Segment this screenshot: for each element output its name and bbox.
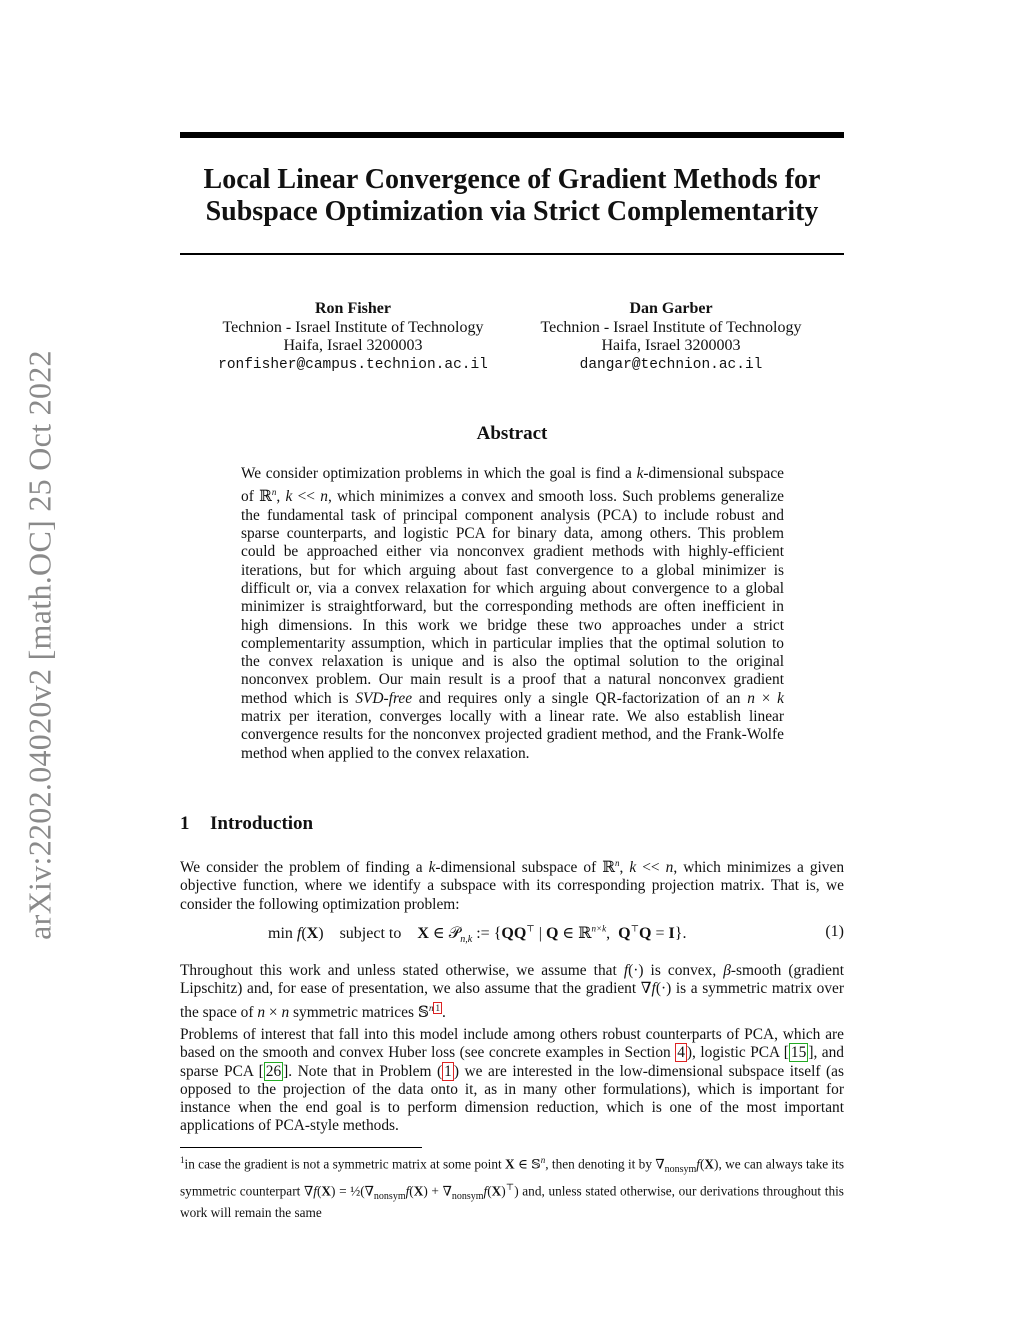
citation-link[interactable]: 15 [790, 1044, 807, 1062]
author-name: Ron Fisher [315, 300, 391, 317]
arxiv-identifier: arXiv:2202.04020v2 [math.OC] 25 Oct 2022 [21, 350, 58, 940]
abstract-body: We consider optimization problems in which the goal is find a k-dimensional subspace of ℝ$^n$, k << n, which minimizes a convex and smooth loss. Such problems generalize the fundamental task of principal component analysis (PCA) to include robust and sparse counterparts, and logistic PCA for binary data, among others. This problem could be approached either via nonconvex gradient methods with highly-efficient iterations, but for which arguing about fast convergence to a global minimizer is difficult or, via a convex relaxation for which arguing about convergence to a global minimizer is straightforward, but the corresponding methods are often inefficient in high dimensions. In this work we bridge these two approaches under a strict complementarity assumption, which in particular implies that the optimal solution to the convex relaxation is unique and is also the optimal solution to the original nonconvex problem. Our main result is a proof that a natural nonconvex gradient method which is SVD-free and requires only a single QR-factorization of an n × k matrix per iteration, converges locally with a linear rate. We also establish linear convergence results for the nonconvex projected gradient method, and the Frank-Wolfe method when applied to the convex relaxation. [241, 465, 784, 762]
abstract-heading: Abstract [476, 423, 548, 444]
section-heading: 1 Introduction [180, 813, 314, 834]
author-address: Haifa, Israel 3200003 [601, 337, 741, 354]
author-address: Haifa, Israel 3200003 [283, 337, 423, 354]
author-affiliation: Technion - Israel Institute of Technology [540, 318, 802, 336]
title-top-rule [180, 132, 844, 138]
footnote-rule [180, 1147, 422, 1148]
title-line-1: Local Linear Convergence of Gradient Methods for [203, 164, 821, 195]
equation-body: min f(X) subject to X ∈ 𝒫$_{n,k}$ := {QQ⊤ | Q ∈ ℝ$^{n\times k}$, Q⊤Q = I}. [268, 923, 687, 946]
equation-number: (1) [825, 923, 844, 940]
emphasis-svd-free: SVD-free [355, 689, 413, 707]
paragraph: We consider the problem of finding a k-dimensional subspace of ℝ$^n$, k << n, which minimizes a given objective function, where we identify a subspace with its corresponding projection matrix. That is, we consider the following optimization problem: [180, 858, 845, 913]
paragraph: Problems of interest that fall into this model include among others robust counterparts of PCA, which are based on the smooth and convex Huber loss (see concrete examples in Section 4 ), logistic PCA [ 15 ], and sparse PCA [ 26 ]. Note that in Problem ( 1 ) we are interested in the low-dimensional subspace itself (as opposed to the projection of the data onto it, as in many other formulations), which is important for instance when the end goal is to perform dimension reduction, which is one of the most important applications of PCA-style methods. [180, 1026, 845, 1135]
equation-reference-link[interactable]: 1 [444, 1062, 452, 1080]
paper-title [180, 164, 844, 228]
author-affiliation: Technion - Israel Institute of Technology [222, 318, 484, 336]
footnote-link[interactable]: 1 [435, 1002, 440, 1013]
section-reference-link[interactable]: 4 [677, 1044, 685, 1062]
footnote-mark: 1 [180, 1155, 185, 1165]
title-bottom-rule [180, 253, 844, 255]
arxiv-sidebar [10, 330, 70, 960]
author-name: Dan Garber [629, 300, 713, 317]
citation-link[interactable]: 26 [265, 1062, 282, 1080]
footnote: $^1$in case the gradient is not a symmetric matrix at some point X ∈ 𝕊$^n$, then denoting it by $\nabla_{nonsym}f(X)$, we can always take its symmetric counterpart $\nabla f(X) = \frac{1}{2}(\nabla_{nonsym}f(X) + \nabla_{nonsym}f(X)^⊤)$ and, unless stated otherwise, our derivations throughout this work will remain the same [180, 1155, 845, 1221]
author-email[interactable]: dangar@technion.ac.il [579, 356, 763, 373]
author-block [183, 300, 523, 374]
paragraph: Throughout this work and unless stated otherwise, we assume that f(·) is convex, β-smooth (gradient Lipschitz) and, for ease of presentation, we also assume that the gradient ∇f(·) is a symmetric matrix over the space of n × n symmetric matrices 𝕊$^n$ $^1$ . [180, 962, 844, 1021]
author-email[interactable]: ronfisher@campus.technion.ac.il [218, 356, 488, 373]
author-block [501, 300, 841, 374]
title-line-2: Subspace Optimization via Strict Complementarity [205, 196, 819, 227]
